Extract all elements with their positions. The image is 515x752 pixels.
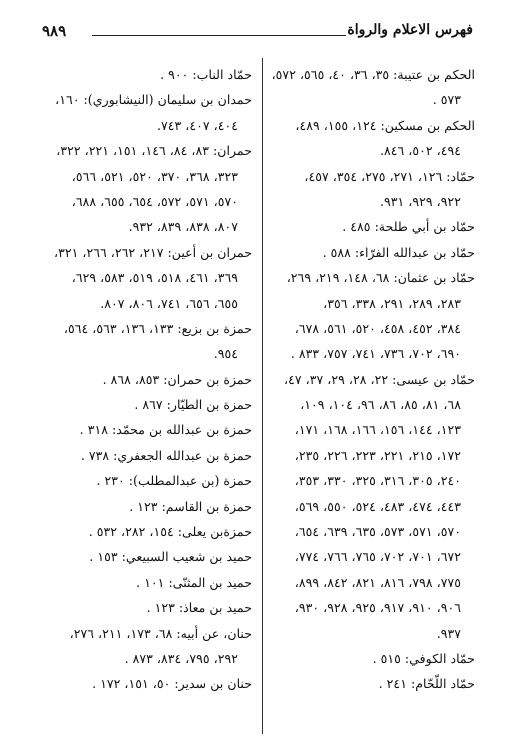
index-entry: حنان، عن أبيه: ٦٨، ١٧٣، ٢١١، ٢٧٦،	[69, 625, 252, 641]
index-entry-continuation: ٧٧٥، ٧٩٨، ٨١٦، ٨٢١، ٨٤٢، ٨٩٩،	[294, 574, 461, 590]
index-entry: حمزة (بن عبدالمطلب): ٢٣٠ .	[96, 473, 252, 489]
index-entry: حمزة بن حمران: ٨٥٣، ٨٦٨ .	[102, 371, 252, 387]
index-entry: حميد بن المثنّى: ١٠١ .	[136, 574, 252, 590]
index-columns	[0, 56, 515, 736]
index-entry-continuation: ٢٤٠، ٣٠٥، ٣١٦، ٣٢٥، ٣٣٠، ٣٥٣،	[294, 473, 461, 489]
index-entry: حمّاد الكوفي: ٥١٥ .	[372, 650, 475, 666]
index-entry-continuation: ٢٨٣، ٢٨٩، ٢٩١، ٣٣٨، ٣٥٦،	[323, 295, 461, 311]
index-entry-continuation: ٥٧٠، ٥٧١، ٥٧٢، ٦٥٤، ٦٥٥، ٦٨٨،	[71, 193, 238, 209]
index-entry: حنان بن سدير: ٥٠، ١٥١، ١٧٢ .	[92, 676, 252, 692]
index-entry-continuation: ١٧٢، ٢١٥، ٢٢١، ٢٢٣، ٢٢٦، ٢٣٥،	[294, 447, 461, 463]
index-entry: الحكم بن مسكين: ١٢٤، ١٥٥، ٤٨٩،	[295, 117, 475, 133]
index-entry-continuation: ٤٩٤، ٥٠٢، ٨٤٦.	[379, 143, 461, 159]
index-entry-continuation: ٦٩٠، ٧٠٢، ٧٣٦، ٧٤١، ٧٥٧، ٨٣٣ .	[290, 346, 461, 362]
page-number: ٩٨٩	[42, 22, 67, 40]
index-entry-continuation: ٨٠٧، ٨٣٨، ٨٣٩، ٩٣٢.	[128, 219, 238, 235]
index-entry: حمّاد الناب: ٩٠٠ .	[160, 67, 252, 82]
index-entry: حمزة بن بزيع: ١٣٣، ١٣٦، ٥٦٣، ٥٦٤،	[63, 320, 252, 336]
index-entry-continuation: ٦٥٥، ٦٥٦، ٧٤١، ٨٠٦، ٨٠٧.	[100, 295, 238, 311]
index-entry: حمزة بن عبدالله بن محمّد: ٣١٨ .	[79, 422, 252, 438]
index-entry-continuation: ٣٨٤، ٤٥٢، ٤٥٨، ٥٢٠، ٥٦١، ٦٧٨،	[294, 320, 461, 336]
index-entry: حمزة بن عبدالله الجعفري: ٧٣٨ .	[80, 447, 252, 463]
index-entry-continuation: ١٢٣، ١٤٤، ١٥٦، ١٦٦، ١٦٨، ١٧١،	[294, 422, 461, 438]
index-entry-continuation: ٩٠٦، ٩١٠، ٩١٧، ٩٢٥، ٩٢٨، ٩٣٠،	[294, 600, 461, 616]
index-entry: حمزة بن الطيّار: ٨٦٧ .	[134, 397, 252, 413]
index-entry: الحكم بن عتيبة: ٣٥، ٣٦، ٤٠، ٥٦٥، ٥٧٢،	[271, 67, 475, 82]
index-entry: حمّاد بن أبي طلحة: ٤٨٥ .	[342, 219, 475, 235]
index-entry-continuation: ٤٤٣، ٤٧٤، ٤٨٣، ٥٢٤، ٥٥٠، ٥٦٩،	[294, 498, 461, 514]
index-entry-continuation: ٣٦٩، ٤٦١، ٥١٨، ٥١٩، ٥٨٣، ٦٢٩،	[71, 270, 238, 286]
index-entry: حمزةبن يعلى: ١٥٤، ٢٨٢، ٥٣٢ .	[88, 524, 252, 540]
index-entry: حمزة بن القاسم: ١٢٣ .	[129, 498, 252, 514]
index-entry: حمّاد: ١٢٦، ٢٧١، ٢٧٥، ٣٥٤، ٤٥٧،	[304, 168, 475, 184]
index-entry: حمدان بن سليمان (النيشابوري): ١٦٠،	[55, 92, 252, 108]
index-entry-continuation: ٥٧٠، ٥٧١، ٥٧٣، ٦٣٥، ٦٣٩، ٦٥٤،	[294, 524, 461, 540]
page-header	[0, 0, 515, 56]
running-title: فهرس الاعلام والرواة	[347, 22, 473, 38]
index-entry-continuation: ٦٨، ٨١، ٨٥، ٨٦، ٩٦، ١٠٤، ١٠٩،	[300, 397, 461, 413]
index-entry-continuation: ٥٧٣ .	[432, 92, 461, 108]
index-entry: حميد بن معاذ: ١٢٣ .	[146, 600, 252, 616]
index-entry-continuation: ٦٧٢، ٧٠١، ٧٠٢، ٧٦٥، ٧٦٦، ٧٧٤،	[294, 549, 461, 565]
index-entry: حمران: ٨٣، ٨٤، ١٤٦، ١٥١، ٢٢١، ٣٢٢،	[56, 143, 252, 159]
index-entry: حمّاد اللّحّام: ٢٤١ .	[378, 676, 475, 692]
index-entry: حمران بن أعين: ٢١٧، ٢٦٢، ٢٦٦، ٣٢١،	[53, 244, 252, 260]
index-entry-continuation: ٩٥٤.	[213, 346, 238, 362]
index-entry-continuation: ٩٣٧.	[436, 625, 461, 641]
index-entry-continuation: ٣٢٣، ٣٦٨، ٣٧٠، ٥٢٠، ٥٢١، ٥٦٦،	[71, 168, 238, 184]
index-entry: حمّاد بن عيسى: ٢٢، ٢٨، ٢٩، ٣٧، ٤٧،	[284, 371, 475, 387]
index-entry: حمّاد بن عثمان: ٦٨، ١٤٨، ٢١٩، ٢٦٩،	[286, 270, 475, 286]
index-column-right	[263, 62, 475, 697]
index-column-left	[30, 62, 252, 697]
column-divider	[262, 58, 263, 734]
index-entry: حمّاد بن عبدالله الفرّاء: ٥٨٨ .	[322, 244, 475, 260]
index-entry-continuation: ٤٠٤، ٤٠٧، ٧٤٣.	[156, 117, 238, 133]
header-rule	[92, 35, 346, 36]
index-entry-continuation: ٩٢٢، ٩٢٩، ٩٣١.	[379, 193, 461, 209]
index-entry: حميد بن شعيب السبيعي: ١٥٣ .	[89, 549, 252, 565]
index-entry-continuation: ٢٩٢، ٧٩٥، ٨٣٤، ٨٧٣ .	[124, 650, 238, 666]
